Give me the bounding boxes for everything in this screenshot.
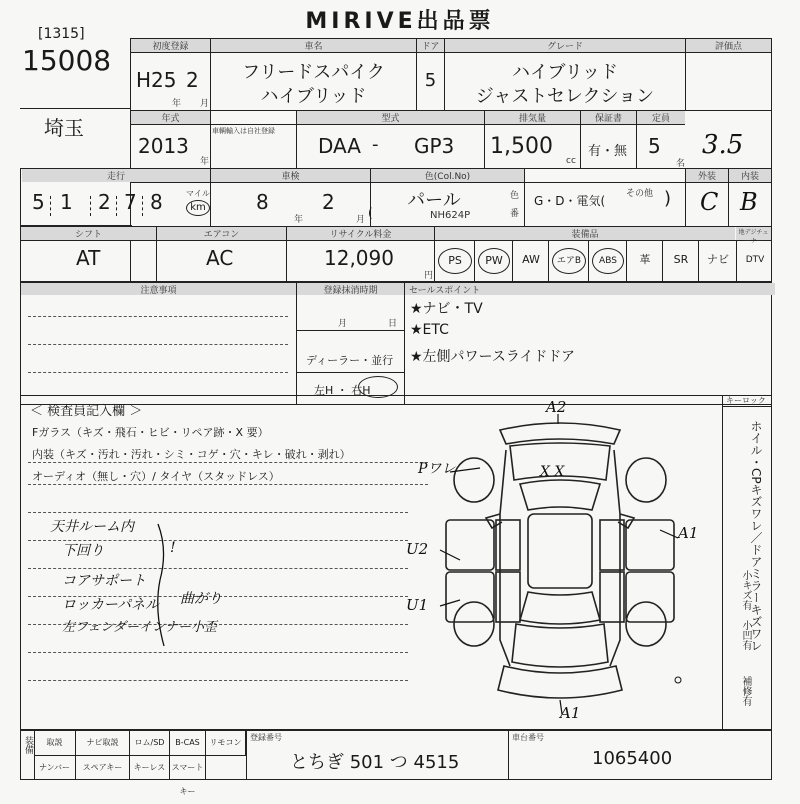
history-month: 月 <box>338 319 348 329</box>
side-note-1: ホイル・CPキズワレ／ドアミラーキズワレ <box>749 420 763 652</box>
unit-inspect-month: 月 <box>356 215 366 225</box>
mileage-digit-3: 2 <box>98 190 111 214</box>
equipment-cell <box>626 240 662 282</box>
interior-grade: B <box>740 188 758 216</box>
label-score: 評価点 <box>686 39 771 52</box>
mileage-digit-5: 8 <box>150 190 163 214</box>
capacity: 5 <box>648 134 661 158</box>
damage-mark-left-sill: U1 <box>406 596 429 614</box>
damage-mark-bumper: Pワレ <box>418 461 456 477</box>
exterior-grade: C <box>700 188 719 216</box>
side-note-2: 小キズ有 <box>740 570 751 610</box>
import-note: 車輌輸入は自社登録 <box>212 127 275 135</box>
equip-paren: ( <box>368 206 373 220</box>
equipment-cell <box>512 240 548 282</box>
hand-note-4: ロッカーパネル <box>62 597 160 613</box>
handle-side: 左H ・ 右H <box>314 384 371 397</box>
plate-number: とちぎ 501 つ 4515 <box>290 752 460 773</box>
hand-note-2: 下回り <box>62 543 104 559</box>
damage-mark-front: A2 <box>546 398 567 416</box>
lot-number: 15008 <box>22 44 112 77</box>
footer-item: 取説 <box>34 731 76 755</box>
model-code: GP3 <box>414 134 455 158</box>
equipment-item: SR <box>673 253 689 266</box>
hand-bracket <box>150 520 180 650</box>
reg-month: 2 <box>186 68 199 92</box>
equipment-cell <box>662 240 698 282</box>
label-reg-date: 初度登録 <box>131 39 210 52</box>
label-color: 色(Col.No) <box>371 169 524 182</box>
unit-tsuki: 月 <box>200 99 210 109</box>
hand-note-7: ! <box>170 540 176 556</box>
color-name: パール <box>407 190 461 211</box>
score-value: 3.5 <box>702 130 744 160</box>
equipment-item: エアB <box>552 248 586 274</box>
damage-mark-left-rear: U2 <box>406 540 429 558</box>
unit-km: km <box>186 200 210 216</box>
footer-item: リモコン <box>206 731 246 755</box>
form-title: MIRIVE出品票 <box>305 9 495 34</box>
equipment-cell <box>698 240 736 282</box>
color-code: NH624P <box>430 210 471 221</box>
footer-vertical-label: 装備 <box>23 736 33 754</box>
side-note-3: 小凹有 <box>740 620 751 650</box>
label-ban: 番 <box>510 209 520 219</box>
model-year: 2013 <box>138 134 189 158</box>
grade-line1: ハイブリッド <box>511 62 619 83</box>
mileage-digit-4: 7 <box>124 190 137 214</box>
mileage-digit-1: 5 <box>32 190 45 214</box>
unit-mei: 名 <box>676 159 686 169</box>
equipment-cell <box>736 240 772 282</box>
footer-item: B-CAS <box>170 731 206 755</box>
label-plate: 登録番号 <box>250 733 282 742</box>
inspector-line-1: Fガラス（キズ・飛石・ヒビ・リペア跡・X 要） <box>32 426 269 439</box>
label-equipment: 装備品 <box>435 227 735 240</box>
warranty-status: 有・無 <box>588 144 628 159</box>
equipment-item: DTV <box>745 255 765 265</box>
model-name-line2: ハイブリッド <box>260 86 367 107</box>
equipment-item: 革 <box>639 253 651 266</box>
label-grade: グレード <box>445 39 685 52</box>
equipment-item: ABS <box>592 248 624 274</box>
aircon-type: AC <box>206 246 234 270</box>
inspector-line-2: 内装（キズ・汚れ・汚れ・シミ・コゲ・穴・キレ・破れ・剥れ） <box>32 448 351 461</box>
label-history: 登録抹消時期 <box>297 283 404 295</box>
label-keylock: キーロック <box>726 396 766 405</box>
label-inspection: 車検 <box>211 169 370 182</box>
door-count: 5 <box>424 70 437 91</box>
label-sonota: その他 <box>626 189 654 199</box>
label-year: 年式 <box>131 111 210 124</box>
hand-note-5: 左フェンダーインナー小歪 <box>62 620 217 635</box>
reg-era: H25 <box>136 68 177 92</box>
shift-type: AT <box>76 246 101 270</box>
damage-mark-windshield: X X <box>540 464 565 480</box>
damage-mark-right: A1 <box>678 524 699 542</box>
unit-yen: 円 <box>424 271 434 281</box>
model-name-line1: フリードスパイク <box>242 62 385 83</box>
recycle-fee: 12,090 <box>324 246 394 270</box>
history-day: 日 <box>388 319 398 329</box>
inspector-line-3: オーディオ（無し・穴）/ タイヤ（スタッドレス） <box>32 470 280 483</box>
label-sales-point: セールスポイント <box>405 283 775 295</box>
hand-note-3: コアサポート <box>62 573 146 589</box>
lot-code: [1315] <box>38 26 85 42</box>
inspector-title: ＜ 検査員記入欄 ＞ <box>30 404 143 419</box>
unit-inspect-year: 年 <box>294 215 304 225</box>
fuel-options: G・D・電気( <box>534 194 606 208</box>
label-exterior: 外装 <box>686 169 728 182</box>
label-recycle: リサイクル料金 <box>287 227 434 240</box>
label-model-name: 車名 <box>211 39 416 52</box>
label-warranty: 保証書 <box>581 111 636 124</box>
equipment-item: PW <box>478 248 510 274</box>
sales-point-2: ★ETC <box>410 322 449 338</box>
label-shift: シフト <box>21 227 156 240</box>
label-interior: 内装 <box>729 169 771 182</box>
label-iro: 色 <box>510 191 520 201</box>
inspect-year: 8 <box>256 190 269 214</box>
label-capacity: 定員 <box>637 111 685 124</box>
hand-note-6: 曲がり <box>180 591 222 607</box>
region: 埼玉 <box>44 116 84 140</box>
equipment-cell <box>588 240 626 282</box>
dealer-type: ディーラー・並行 <box>306 354 394 367</box>
equipment-item: PS <box>438 248 472 274</box>
footer-item: キーレス <box>130 756 170 780</box>
footer-item: スペアキー <box>76 756 130 780</box>
chassis-number: 1065400 <box>592 748 673 769</box>
label-model-code: 型式 <box>297 111 484 124</box>
label-mileage: 走行 <box>22 169 210 182</box>
footer-item: スマートキー <box>170 756 206 780</box>
footer-item: ロム/SD <box>130 731 170 755</box>
options-close: ) <box>664 188 672 209</box>
sales-point-1: ★ナビ・TV <box>410 301 483 317</box>
equipment-item: ナビ <box>707 253 729 266</box>
mileage-digit-2: 1 <box>60 190 73 214</box>
side-note-4: 補修有 <box>740 676 751 706</box>
displacement: 1,500 <box>490 134 553 159</box>
damage-mark-rear: A1 <box>560 704 581 722</box>
grade-line2: ジャストセレクション <box>475 86 655 107</box>
label-chassis: 車台番号 <box>512 733 544 742</box>
equipment-item: AW <box>522 253 540 266</box>
unit-year: 年 <box>200 157 210 167</box>
label-aircon: エアコン <box>157 227 286 240</box>
model-prefix: DAA <box>318 134 361 158</box>
unit-mile: マイル <box>186 189 210 198</box>
unit-cc: cc <box>566 156 576 166</box>
car-diagram <box>430 410 690 730</box>
label-doors: ドア <box>417 39 444 52</box>
equipment-cell <box>474 240 512 282</box>
model-dash: - <box>372 134 379 155</box>
label-displacement: 排気量 <box>485 111 580 124</box>
unit-nen: 年 <box>172 99 182 109</box>
footer-item: ナンバー <box>34 756 76 780</box>
label-digital: 地デジチューナー <box>736 227 771 240</box>
equipment-cell <box>548 240 588 282</box>
hand-note-1: 天井ルーム内 <box>50 519 134 535</box>
sales-point-3: ★左側パワースライドドア <box>410 349 576 365</box>
label-caution: 注意事項 <box>21 283 296 295</box>
inspect-month: 2 <box>322 190 335 214</box>
footer-item: ナビ取説 <box>76 731 130 755</box>
equipment-cell <box>434 240 474 282</box>
